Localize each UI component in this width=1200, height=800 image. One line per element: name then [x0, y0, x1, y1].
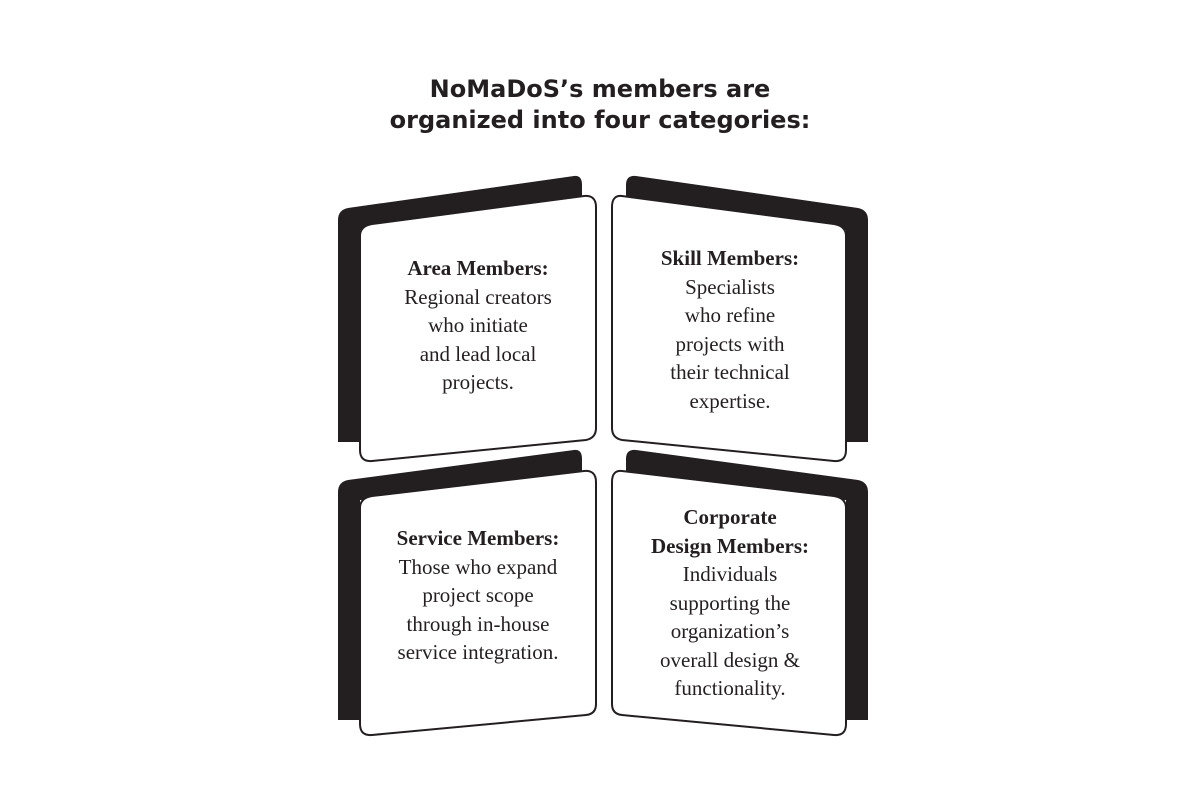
card-corporate-body-line: supporting the: [669, 590, 791, 615]
card-corporate-design-text: [620, 503, 840, 703]
card-corporate-body-line: overall design &: [660, 647, 800, 672]
card-area-body-line: Regional creators: [404, 284, 552, 309]
card-area-body-line: who initiate: [428, 313, 528, 337]
card-skill-body-line: expertise.: [689, 388, 771, 413]
card-corporate-heading: Design Members:: [650, 533, 810, 558]
card-area-text: [368, 254, 588, 397]
card-service-body-line: service integration.: [397, 640, 559, 664]
card-service-heading: Service Members:: [396, 526, 560, 550]
card-corporate-heading: Corporate: [683, 505, 777, 529]
title-line-2: organized into four categories:: [389, 106, 811, 134]
card-area-heading: Area Members:: [407, 256, 549, 280]
card-area-body-line: and lead local: [419, 341, 537, 366]
card-service-body-line: project scope: [422, 583, 534, 607]
card-area-body-line: projects.: [442, 370, 514, 394]
card-skill-body-line: who refine: [684, 303, 776, 327]
card-corporate-body-line: functionality.: [674, 676, 786, 700]
card-corporate-body-line: organization’s: [670, 619, 790, 643]
card-service-text: [368, 524, 588, 667]
card-service-body-line: through in-house: [406, 611, 550, 636]
card-skill-body-line: Specialists: [685, 274, 775, 299]
title-line-1: NoMaDoS’s members are: [429, 75, 771, 103]
card-skill-body-line: their technical: [670, 360, 790, 384]
card-skill-body-line: projects with: [675, 331, 785, 356]
card-skill-text: [620, 244, 840, 415]
card-service-body-line: Those who expand: [398, 554, 558, 579]
card-skill-heading: Skill Members:: [660, 246, 800, 270]
card-corporate-body-line: Individuals: [682, 562, 778, 586]
